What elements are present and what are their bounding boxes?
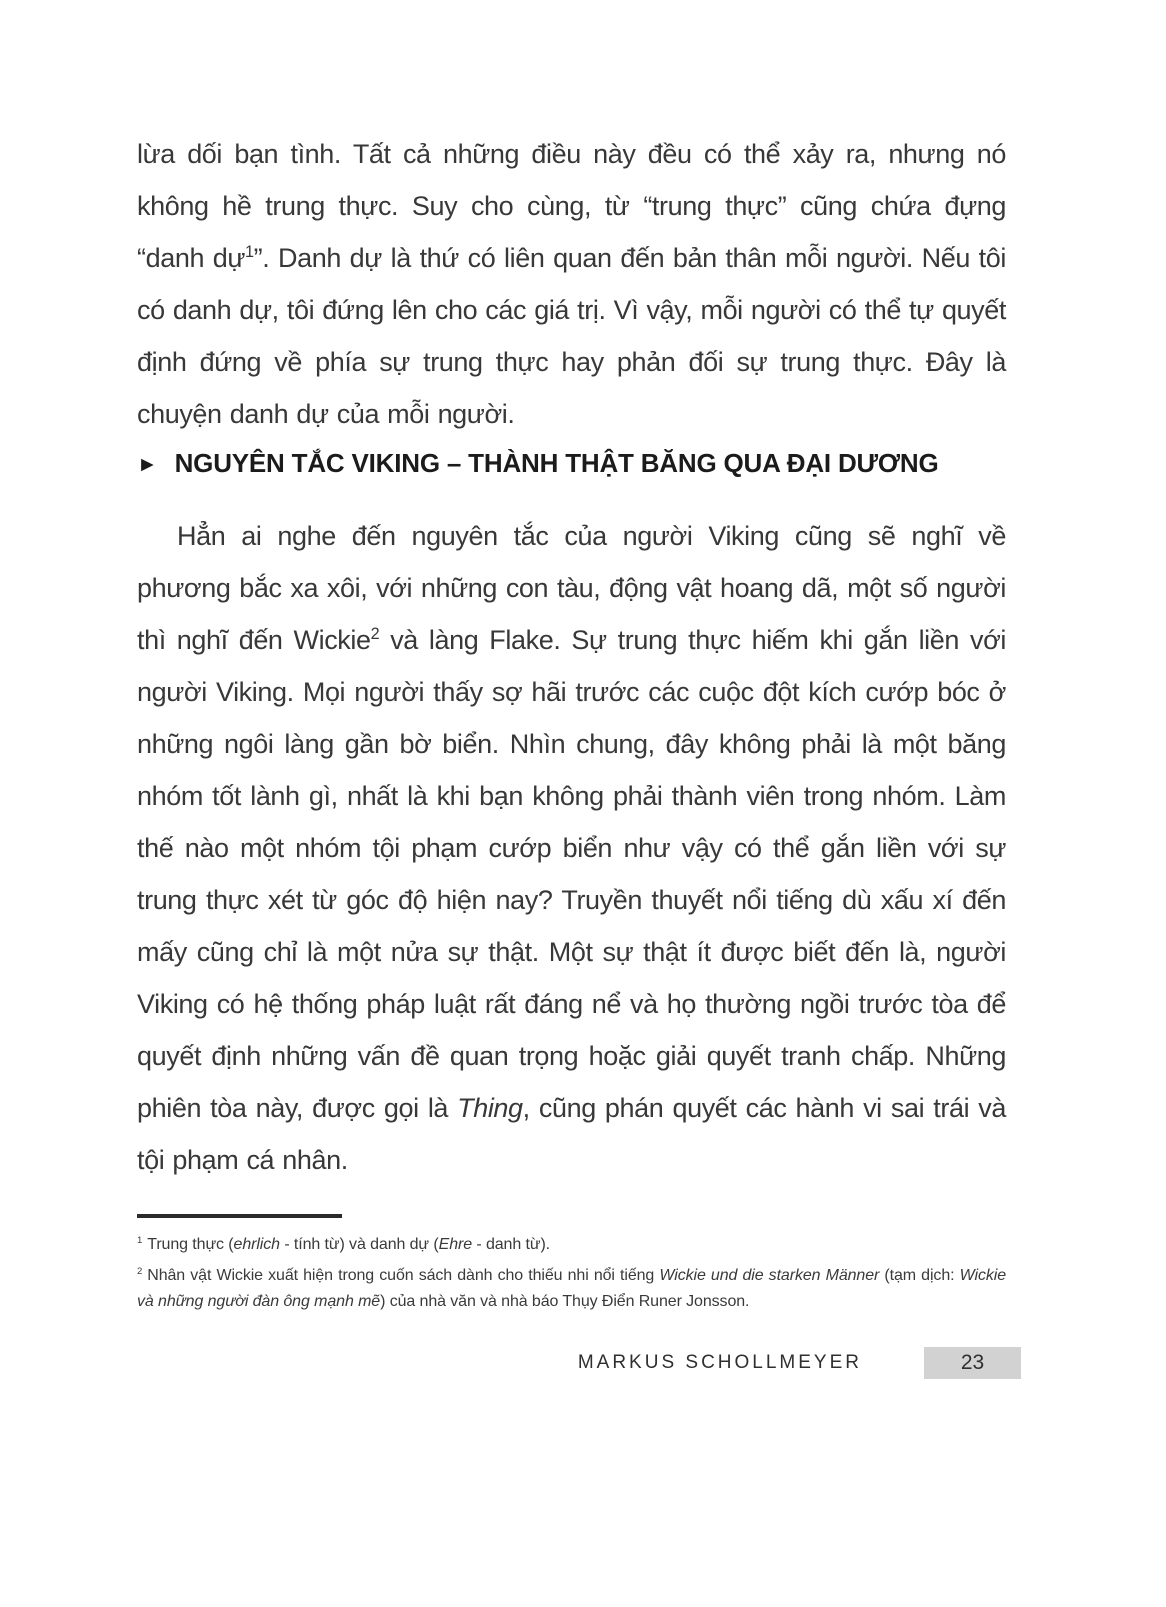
footnotes-block: [137, 1232, 1006, 1315]
section-heading-text: NGUYÊN TẮC VIKING – THÀNH THẬT BĂNG QUA ĐẠI DƯƠNG: [174, 448, 939, 478]
footnote-2: [137, 1263, 1006, 1315]
running-footer-author: MARKUS SCHOLLMEYER: [577, 1352, 862, 1373]
page-number: 23: [924, 1347, 1021, 1379]
footnote-divider: [137, 1214, 342, 1218]
page-footer: [137, 1347, 1006, 1379]
footnote-2-text: Nhân vật Wickie xuất hiện trong cuốn sách dành cho thiếu nhi nổi tiếng Wickie und die starken Männer (tạm dịch: Wickie và những người đàn ông mạnh mẽ) của nhà văn và nhà báo Thụy Điển Runer Jonsson.: [137, 1267, 1007, 1310]
footnote-2-marker: 2: [137, 1265, 143, 1277]
arrow-bullet-icon: ►: [137, 452, 158, 476]
footnote-1: [137, 1232, 1006, 1258]
footnote-1-marker: 1: [137, 1234, 143, 1246]
footnote-1-text: Trung thực (ehrlich - tính từ) và danh dự (Ehre - danh từ).: [147, 1236, 551, 1253]
body-paragraph-2: Hẳn ai nghe đến nguyên tắc của người Viking cũng sẽ nghĩ về phương bắc xa xôi, với những con tàu, động vật hoang dã, một số người thì nghĩ đến Wickie$^2$ và làng Flake. Sự trung thực hiếm khi gắn liền với người Viking. Mọi người thấy sợ hãi trước các cuộc đột kích cướp bóc ở những ngôi làng gần bờ biển. Nhìn chung, đây không phải là một băng nhóm tốt lành gì, nhất là khi bạn không phải thành viên trong nhóm. Làm thế nào một nhóm tội phạm cướp biển như vậy có thể gắn liền với sự trung thực xét từ góc độ hiện nay? Truyền thuyết nổi tiếng dù xấu xí đến mấy cũng chỉ là một nửa sự thật. Một sự thật ít được biết đến là, người Viking có hệ thống pháp luật rất đáng nể và họ thường ngồi trước tòa để quyết định những vấn đề quan trọng hoặc giải quyết tranh chấp. Những phiên tòa này, được gọi là Thing, cũng phán quyết các hành vi sai trái và tội phạm cá nhân.: [137, 521, 1006, 1175]
body-paragraph-1: lừa dối bạn tình. Tất cả những điều này đều có thể xảy ra, nhưng nó không hề trung thực. Suy cho cùng, từ “trung thực” cũng chứa đựng “danh dự$^1$”. Danh dự là thứ có liên quan đến bản thân mỗi người. Nếu tôi có danh dự, tôi đứng lên cho các giá trị. Vì vậy, mỗi người có thể tự quyết định đứng về phía sự trung thực hay phản đối sự trung thực. Đây là chuyện danh dự của mỗi người.: [137, 139, 1006, 429]
section-heading: [137, 446, 1006, 480]
